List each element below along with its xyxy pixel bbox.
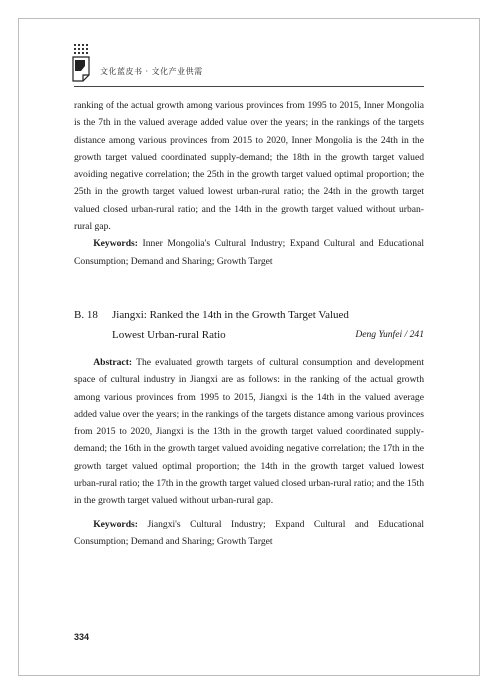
entry-title-text1: Jiangxi: Ranked the 14th in the Growth Target Valued bbox=[112, 309, 349, 321]
keywords-label: Keywords: bbox=[93, 238, 138, 250]
entry-author-page: Deng Yunfei / 241 bbox=[355, 329, 424, 340]
series-logo-icon bbox=[72, 44, 94, 82]
header-rule bbox=[74, 86, 424, 87]
entry-heading bbox=[74, 305, 424, 345]
page-number: 334 bbox=[74, 632, 90, 642]
entry-number: B. 18 bbox=[74, 309, 98, 321]
abstract-section bbox=[74, 354, 424, 550]
entry-title-line1 bbox=[74, 305, 424, 325]
continuation-paragraph: ranking of the actual growth among various provinces from 1995 to 2015, Inner Mongolia is the 7th in the valued average added value over the years; in the rankings of the targets distance among various provinces from 2015 to 2020, Inner Mongolia is the 24th in the growth target valued coordinated supply-demand; the 18th in the growth target valued avoiding negative correlation; the 25th in the growth target valued optimal proportion; the 25th in the growth target valued lowest urban-rural ratio; the 24th in the growth target valued closed urban-rural ratio; and the 14th in the growth target valued without urban-rural gap. bbox=[74, 100, 424, 233]
entry-keywords-label: Keywords: bbox=[93, 518, 138, 530]
keywords-paragraph bbox=[74, 235, 424, 270]
series-title: 文化蓝皮书 · 文化产业供需 bbox=[100, 67, 203, 76]
abstract-text: The evaluated growth targets of cultural consumption and development space of cultural industry in Jiangxi are as follows: in the ranking of the actual growth among various provinces from 1995 to 2015, Jiangxi is the 14th in the valued average added value over the years; in the rankings of the targets distance among various provinces from 2015 to 2020, Jiangxi is the 13th in the growth target valued coordinated supply-demand; the 16th in the growth target valued avoiding negative correlation; the 17th in the growth target valued optimal proportion; the 14th in the growth target valued lowest urban-rural ratio; the 17th in the growth target valued closed urban-rural ratio; and the 15th in the growth target valued without urban-rural gap. bbox=[74, 357, 424, 507]
entry-title-text2: Lowest Urban-rural Ratio bbox=[112, 329, 226, 341]
entry-keywords-paragraph bbox=[74, 516, 424, 551]
continuation-section bbox=[74, 97, 424, 270]
abstract-label: Abstract: bbox=[93, 357, 133, 368]
abstract-paragraph bbox=[74, 354, 424, 510]
entry-title-line2 bbox=[74, 325, 424, 345]
keywords-text: Inner Mongolia's Cultural Industry; Expand Cultural and Educational Consumption; Demand and Sharing; Growth Target bbox=[74, 238, 424, 267]
entry-keywords-text: Jiangxi's Cultural Industry; Expand Cultural and Educational Consumption; Demand and Sharing; Growth Target bbox=[74, 518, 424, 547]
